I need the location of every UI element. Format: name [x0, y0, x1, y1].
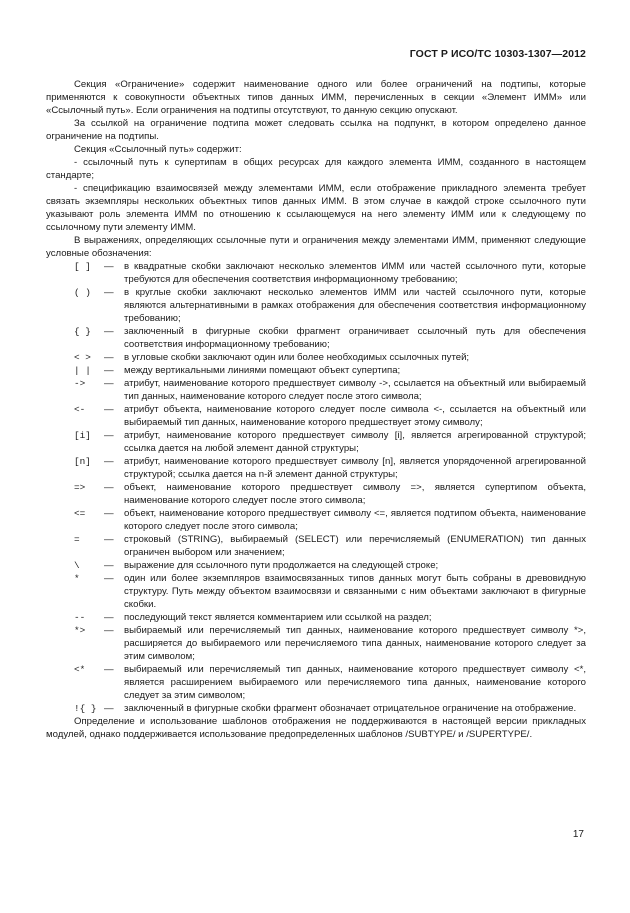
paragraph-restriction-reference: За ссылкой на ограничение подтипа может следовать ссылка на подпункт, в котором определено данное ограничение на подтипы.: [46, 118, 586, 142]
notation-item: [46, 624, 586, 663]
em-dash: —: [104, 664, 114, 675]
notation-description: выбираемый или перечисляемый тип данных, наименование которого предшествует символу *>, расширяется до выбираемого или перечисляемого типа данных, наименование которого следует за этим символом;: [124, 625, 586, 662]
notation-description: атрибут, наименование которого предшествует символу [n], является упорядоченной агрегированной структурой; ссылка дается на n-й элемент данной структуры;: [124, 456, 586, 480]
notation-description: в угловые скобки заключают один или более необходимых ссылочных путей;: [124, 352, 470, 363]
notation-description: выбираемый или перечисляемый тип данных, наименование которого предшествует символу <*, является расширением выбираемого или перечисляемого типа данных, наименование которого следует за этим символом;: [124, 664, 586, 701]
notation-symbol: *: [74, 573, 80, 584]
page-body: [46, 78, 586, 741]
notation-symbol: [i]: [74, 430, 91, 441]
notation-symbol: | |: [74, 365, 91, 376]
notation-symbol-list: [46, 260, 586, 715]
notation-description: атрибут, наименование которого предшествует символу [i], является агрегированной структурой; ссылка дается на любой элемент данной структуры;: [124, 430, 586, 454]
em-dash: —: [104, 456, 114, 467]
em-dash: —: [104, 326, 114, 337]
notation-symbol: --: [74, 612, 86, 623]
notation-description: заключенный в фигурные скобки фрагмент обозначает отрицательное ограничение на отображение.: [124, 703, 577, 714]
notation-description: атрибут, наименование которого предшествует символу ->, ссылается на объектный или выбираемый тип данных, наименование которого следует после этого символа;: [124, 378, 586, 402]
paragraph-reference-path-intro: Секция «Ссылочный путь» содержит:: [74, 144, 242, 155]
em-dash: —: [104, 261, 114, 272]
page-number: 17: [572, 829, 584, 840]
em-dash: —: [104, 378, 114, 389]
em-dash: —: [104, 430, 114, 441]
notation-symbol: =: [74, 534, 80, 545]
notation-item: [46, 481, 586, 507]
em-dash: —: [104, 560, 114, 571]
em-dash: —: [104, 482, 114, 493]
notation-item: [46, 663, 586, 702]
em-dash: —: [104, 612, 114, 623]
em-dash: —: [104, 625, 114, 636]
notation-symbol: <=: [74, 508, 86, 519]
notation-symbol: <*: [74, 664, 86, 675]
notation-item: [46, 325, 586, 351]
notation-description: строковый (STRING), выбираемый (SELECT) или перечисляемый (ENUMERATION) тип данных ограничен выбором или значением;: [124, 534, 586, 558]
notation-description: между вертикальными линиями помещают объект супертипа;: [124, 365, 401, 376]
dash-item: - спецификацию взаимосвязей между элементами ИММ, если отображение прикладного элемента требует связать экземпляры нескольких объектных типов данных ИММ. В этом случае в каждой строке ссылочного пути указывают роль элемента ИММ по отношению к ссылающемуся на него элементу ИММ или к следующему по ссылочному пути элементу ИММ.: [46, 183, 586, 233]
paragraph-closing: Определение и использование шаблонов отображения не поддерживаются в настоящей версии прикладных модулей, однако поддерживается использование предопределенных шаблонов /SUBTYPE/ и /SUPERTYPE/.: [46, 716, 586, 740]
notation-description: один или более экземпляров взаимосвязанных типов данных могут быть собраны в древовидную структуру. Путь между объектом взаимосвязи и связанными с ним объектами заключают в фигурные скобки.: [124, 573, 586, 610]
notation-description: объект, наименование которого предшествует символу <=, является подтипом объекта, наименование которого следует после этого символа;: [124, 508, 586, 532]
em-dash: —: [104, 534, 114, 545]
notation-symbol: =>: [74, 482, 86, 493]
notation-description: в круглые скобки заключают несколько элементов ИММ или частей ссылочного пути, которые являются альтернативными в рамках отображения для обеспечения соответствия информационному требованию;: [124, 287, 586, 324]
notation-item: [46, 455, 586, 481]
notation-item: [46, 429, 586, 455]
notation-symbol: < >: [74, 352, 91, 363]
notation-symbol: [n]: [74, 456, 91, 467]
notation-item: [46, 611, 586, 624]
em-dash: —: [104, 365, 114, 376]
dash-item: - ссылочный путь к супертипам в общих ресурсах для каждого элемента ИММ, созданного в настоящем стандарте;: [46, 157, 586, 181]
notation-item: [46, 351, 586, 364]
paragraph-restriction-section: Секция «Ограничение» содержит наименование одного или более ограничений на подтипы, которые применяются к совокупности объектных типов данных ИММ, перечисленных в секции «Элемент ИММ» или «Ссылочный путь». Если ограничения на подтипы отсутствуют, то данную секцию опускают.: [46, 79, 586, 116]
notation-symbol: ( ): [74, 287, 91, 298]
notation-item: [46, 260, 586, 286]
em-dash: —: [104, 508, 114, 519]
notation-item: [46, 403, 586, 429]
notation-description: в квадратные скобки заключают несколько элементов ИММ или частей ссылочного пути, которые требуются для обеспечения соответствия информационному требованию;: [124, 261, 586, 285]
notation-item: [46, 559, 586, 572]
em-dash: —: [104, 287, 114, 298]
em-dash: —: [104, 404, 114, 415]
notation-symbol: [ ]: [74, 261, 91, 272]
standard-header: ГОСТ Р ИСО/ТС 10303-1307—2012: [409, 48, 586, 60]
notation-symbol: <-: [74, 404, 86, 415]
notation-symbol: ->: [74, 378, 86, 389]
notation-description: атрибут объекта, наименование которого следует после символа <-, ссылается на объектный или выбираемый тип данных, наименование которого предшествует этому символу;: [124, 404, 586, 428]
notation-symbol: { }: [74, 326, 91, 337]
notation-description: объект, наименование которого предшествует символу =>, является супертипом объекта, наименование которого следует после этого символа;: [124, 482, 586, 506]
paragraph-notation-intro: В выражениях, определяющих ссылочные пути и ограничения между элементами ИММ, применяют следующие условные обозначения:: [46, 235, 586, 259]
notation-item: [46, 286, 586, 325]
notation-item: [46, 702, 586, 715]
notation-item: [46, 572, 586, 611]
em-dash: —: [104, 352, 114, 363]
notation-symbol: \: [74, 560, 80, 571]
notation-symbol: !{ }: [74, 703, 97, 714]
notation-item: [46, 507, 586, 533]
notation-item: [46, 533, 586, 559]
notation-symbol: *>: [74, 625, 86, 636]
notation-description: последующий текст является комментарием или ссылкой на раздел;: [124, 612, 432, 623]
notation-item: [46, 364, 586, 377]
notation-description: выражение для ссылочного пути продолжается на следующей строке;: [124, 560, 439, 571]
notation-description: заключенный в фигурные скобки фрагмент ограничивает ссылочный путь для обеспечения соответствия информационному требованию;: [124, 326, 586, 350]
em-dash: —: [104, 703, 114, 714]
notation-item: [46, 377, 586, 403]
em-dash: —: [104, 573, 114, 584]
